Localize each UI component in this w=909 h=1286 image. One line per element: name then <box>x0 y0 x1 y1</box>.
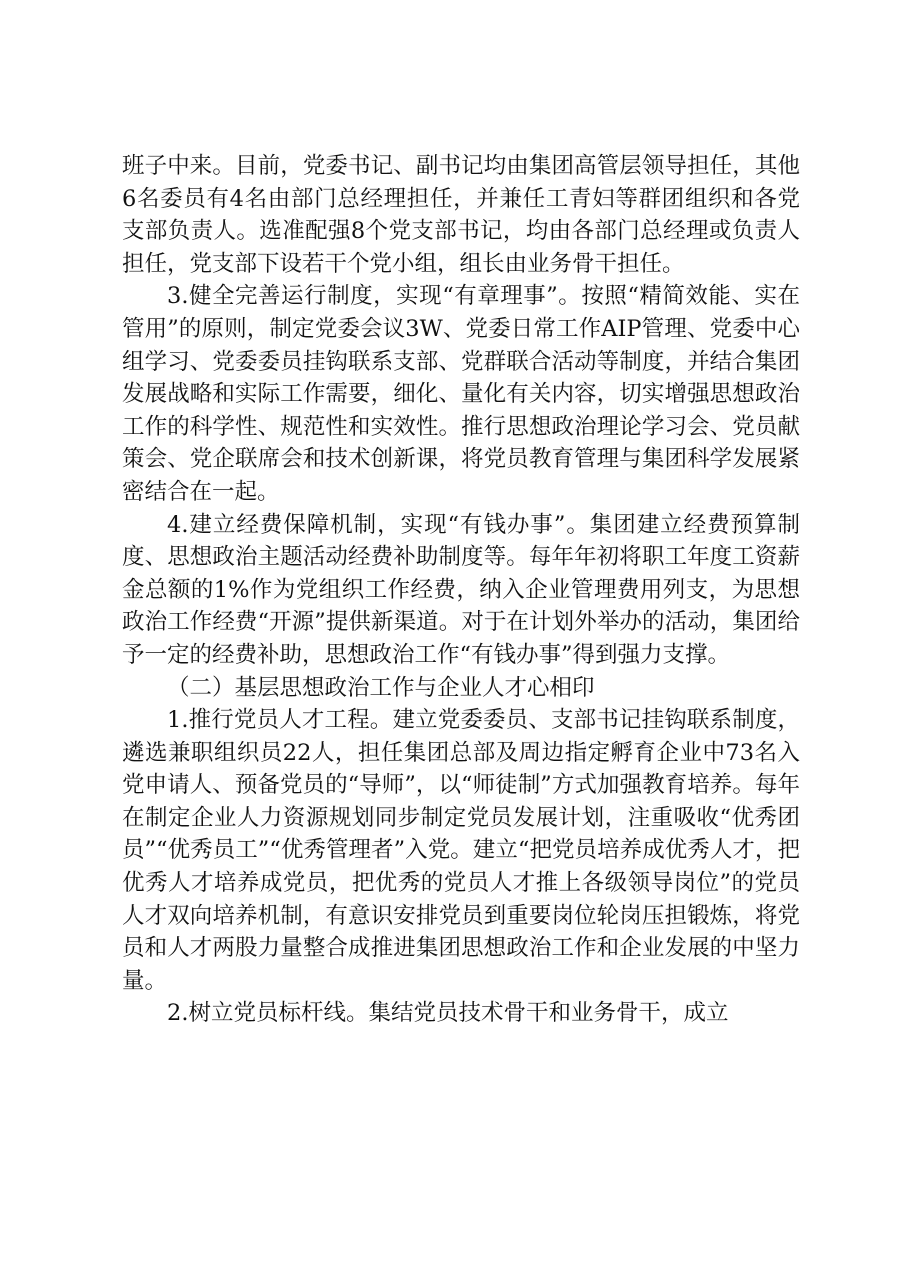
section-heading: （二）基层思想政治工作与企业人才心相印 <box>167 674 595 701</box>
document-body <box>122 150 800 1030</box>
paragraph-continuation: 班子中来。目前，党委书记、副书记均由集团高管层领导担任，其他6名委员有4名由部门总经理担任，并兼任工青妇等群团组织和各党支部负责人。选准配强8个党支部书记，均由各部门总经理或负责人担任，党支部下设若干个党小组，组长由业务骨干担任。 <box>122 153 800 277</box>
paragraph-talent-project: 1.推行党员人才工程。建立党委委员、支部书记挂钩联系制度，遴选兼职组织员22人，担任集团总部及周边指定孵育企业中73名入党申请人、预备党员的“导师”，以“师徒制”方式加强教育培养。每年在制定企业人力资源规划同步制定党员发展计划，注重吸收“优秀团员”“优秀员工”“优秀管理者”入党。建立“把党员培养成优秀人才，把优秀人才培养成党员，把优秀的党员人才推上各级领导岗位”的党员人才双向培养机制，有意识安排党员到重要岗位轮岗压担锻炼，将党员和人才两股力量整合成推进集团思想政治工作和企业发展的中坚力量。 <box>122 707 800 994</box>
paragraph-funding-mechanism: 4.建立经费保障机制，实现“有钱办事”。集团建立经费预算制度、思想政治主题活动经费补助制度等。每年年初将职工年度工资薪金总额的1%作为党组织工作经费，纳入企业管理费用列支，为思想政治工作经费“开源”提供新渠道。对于在计划外举办的活动，集团给予一定的经费补助，思想政治工作“有钱办事”得到强力支撑。 <box>122 511 800 668</box>
paragraph-benchmark: 2.树立党员标杆线。集结党员技术骨干和业务骨干，成立 <box>167 1000 729 1027</box>
paragraph-operating-system: 3.健全完善运行制度，实现“有章理事”。按照“精简效能、实在管用”的原则，制定党委会议3W、党委日常工作AIP管理、党委中心组学习、党委委员挂钩联系支部、党群联合活动等制度，并结合集团发展战略和实际工作需要，细化、量化有关内容，切实增强思想政治工作的科学性、规范性和实效性。推行思想政治理论学习会、党员献策会、党企联席会和技术创新课，将党员教育管理与集团科学发展紧密结合在一起。 <box>122 283 800 505</box>
